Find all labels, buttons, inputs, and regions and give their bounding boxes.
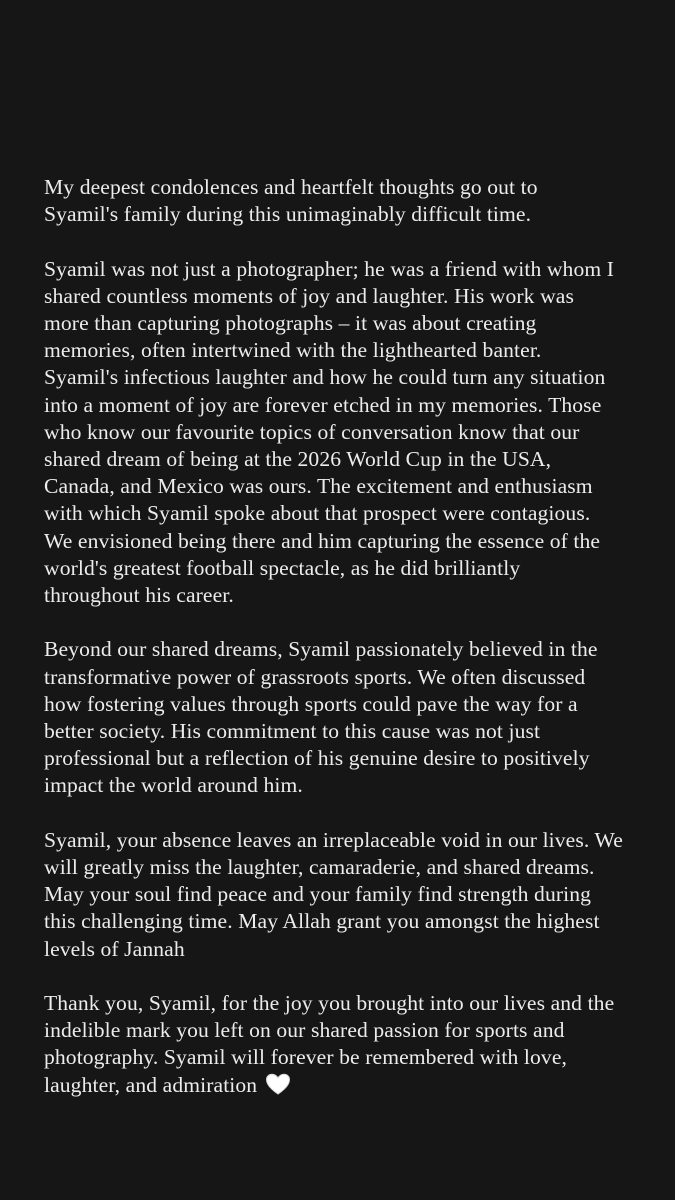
- white-heart-icon: [265, 1073, 291, 1095]
- paragraph-thank-you: [44, 990, 644, 1099]
- paragraph-condolences: My deepest condolences and heartfelt thoughts go out to Syamil's family during this unimaginably difficult time.: [44, 175, 538, 227]
- paragraph-farewell: Syamil, your absence leaves an irreplaceable void in our lives. We will greatly miss the laughter, camaraderie, and shared dreams. May your soul find peace and your family find strength during this challenging time. May Allah grant you amongst the highest levels of Jannah: [44, 827, 623, 961]
- paragraph-grassroots-sports: Beyond our shared dreams, Syamil passionately believed in the transformative power of grassroots sports. We often discussed how fostering values through sports could pave the way for a better society. His commitment to this cause was not just professional but a reflection of his genuine desire to positively impact the world around him.: [44, 637, 598, 798]
- thank-you-text: Thank you, Syamil, for the joy you brought into our lives and the indelible mark you left on our shared passion for sports and photography. Syamil will forever be remembered with love, laughter, and admiration: [44, 991, 615, 1097]
- paragraph-friendship: Syamil was not just a photographer; he was a friend with whom I shared countless moments of joy and laughter. His work was more than capturing photographs – it was about creating memories, often intertwined with the lighthearted banter. Syamil's infectious laughter and how he could turn any situation into a moment of joy are forever etched in my memories. Those who know our favourite topics of conversation know that our shared dream of being at the 2026 World Cup in the USA, Canada, and Mexico was ours. The excitement and enthusiasm with which Syamil spoke about that prospect were contagious. We envisioned being there and him capturing the essence of the world's greatest football spectacle, as he did brilliantly throughout his career.: [44, 256, 615, 608]
- tribute-text: [44, 174, 644, 1099]
